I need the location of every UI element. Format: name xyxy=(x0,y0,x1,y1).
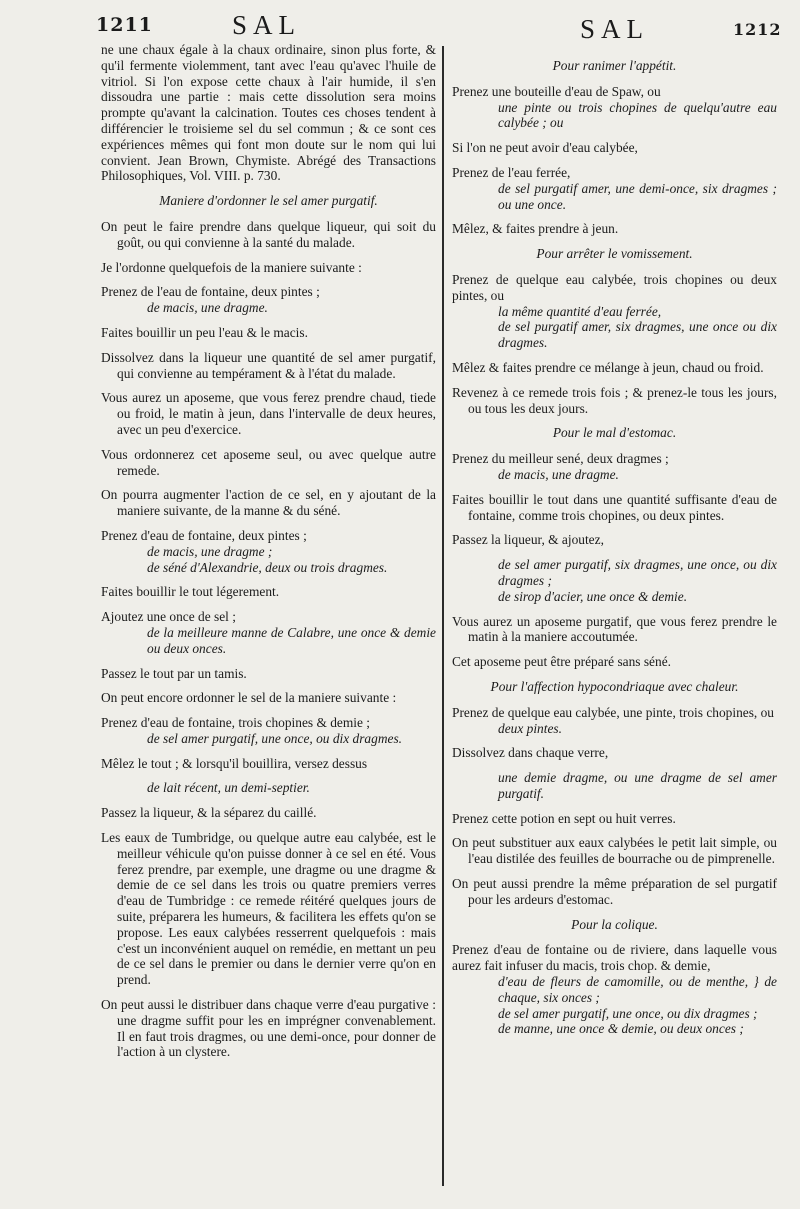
section-heading: Pour ranimer l'appétit. xyxy=(552,58,677,73)
recipe-line: de la meilleure manne de Calabre, une once & demie ou deux onces. xyxy=(147,624,436,656)
recipe-line: deux pintes. xyxy=(498,720,562,736)
column-divider xyxy=(442,46,444,1186)
paragraph: On peut aussi prendre la même préparation de sel purgatif pour les ardeurs d'estomac. xyxy=(452,876,777,907)
recipe-line: de macis, une dragme ; xyxy=(147,543,273,559)
paragraph: Dissolvez dans la liqueur une quantité de sel amer purgatif, qui convienne au tempérament & à l'état du malade. xyxy=(101,349,436,381)
recipe-line: de sirop d'acier, une once & demie. xyxy=(498,588,688,604)
recipe-line: Prenez de quelque eau calybée, trois chopines ou deux pintes, ou xyxy=(452,271,777,303)
recipe-line: Prenez d'eau de fontaine ou de riviere, dans laquelle vous aurez fait infuser du macis, trois chop. & demie, xyxy=(452,942,777,974)
paragraph: Faites bouillir le tout légerement. xyxy=(101,584,280,600)
paragraph: Je l'ordonne quelquefois de la maniere suivante : xyxy=(101,259,362,275)
paragraph: Faites bouillir le tout dans une quantité suffisante d'eau de fontaine, comme trois chopines, ou deux pintes. xyxy=(452,491,777,523)
paragraph: On pourra augmenter l'action de ce sel, en y ajoutant de la maniere suivante, de la manne & du séné. xyxy=(101,487,436,519)
paragraph: Si l'on ne peut avoir d'eau calybée, xyxy=(452,140,638,156)
recipe-line: la même quantité d'eau ferrée, xyxy=(498,303,662,319)
paragraph: Vous ordonnerez cet aposeme seul, ou avec quelque autre remede. xyxy=(101,446,436,478)
paragraph: Passez la liqueur, & la séparez du caillé. xyxy=(101,805,317,821)
recipe-line: de lait récent, un demi-septier. xyxy=(147,780,310,796)
left-page-number: 1211 xyxy=(96,14,153,36)
section-heading: Pour la colique. xyxy=(571,916,658,932)
left-running-head: SAL xyxy=(232,10,302,40)
paragraph: Passez le tout par un tamis. xyxy=(101,665,247,681)
left-column xyxy=(101,42,436,1069)
paragraph: Faites bouillir un peu l'eau & le macis. xyxy=(101,324,308,340)
paragraph: Revenez à ce remede trois fois ; & prenez-le tous les jours, ou tous les deux jours. xyxy=(452,384,777,416)
paragraph: Vous aurez un aposeme, que vous ferez prendre chaud, tiede ou froid, le matin à jeun, dans l'intervalle de deux heures, avec un peu d'exercice. xyxy=(101,390,436,437)
recipe-line: Ajoutez une once de sel ; xyxy=(101,609,236,625)
recipe-line: Prenez d'eau de fontaine, trois chopines & demie ; xyxy=(101,715,371,731)
recipe-line: Prenez d'eau de fontaine, deux pintes ; xyxy=(101,527,307,543)
section-heading: Pour le mal d'estomac. xyxy=(552,425,677,441)
right-running-head: SAL xyxy=(580,14,650,44)
recipe-line: de manne, une once & demie, ou deux onces ; xyxy=(498,1021,744,1037)
paragraph: Passez la liqueur, & ajoutez, xyxy=(452,532,604,548)
recipe-line: de sel amer purgatif, six dragmes, une once, ou dix dragmes ; xyxy=(498,557,777,588)
recipe-line: de macis, une dragme. xyxy=(147,300,268,316)
recipe-line: Prenez de quelque eau calybée, une pinte, trois chopines, ou xyxy=(452,704,775,720)
recipe-line: de sel amer purgatif, une once, ou dix dragmes ; xyxy=(498,1005,758,1021)
recipe-line: d'eau de fleurs de camomille, ou de menthe, } de chaque, six onces ; xyxy=(498,974,777,1005)
paragraph: On peut substituer aux eaux calybées le petit lait simple, ou l'eau distilée des feuilles de bourrache ou de pimprenelle. xyxy=(452,835,777,867)
section-heading: Pour arrêter le vomissement. xyxy=(536,246,693,262)
section-heading: Maniere d'ordonner le sel amer purgatif. xyxy=(159,193,378,209)
paragraph: On peut aussi le distribuer dans chaque verre d'eau purgative : une dragme suffit pour les en imprégner convenablement. Il en faut trois dragmes, ou une demi-once, pour donner de l'action à un clystere. xyxy=(101,997,436,1060)
paragraph: Mêlez & faites prendre ce mélange à jeun, chaud ou froid. xyxy=(452,359,764,375)
recipe-line: de sel purgatif amer, six dragmes, une once ou dix dragmes. xyxy=(498,319,777,351)
paragraph: On peut encore ordonner le sel de la maniere suivante : xyxy=(101,690,397,706)
recipe-line: une pinte ou trois chopines de quelqu'autre eau calybée ; ou xyxy=(498,99,777,131)
recipe-line: de macis, une dragme. xyxy=(498,466,619,482)
paragraph: Les eaux de Tumbridge, ou quelque autre eau calybée, est le meilleur véhicule qu'on puisse donner à ce sel en été. Vous ferez prendre, par exemple, une dragme ou une dragme & demie de ce sel dans les trois ou quatre premiers verres d'eau de Tumbridge : ce remede réitéré quelques jours de suite, préparera les humeurs, & facilitera les effets qu'on se propose. Les eaux calybées resserrent quelquefois : mais c'est un inconvénient auquel on remédie, en mettant un peu de ce sel dans le premier ou dans le dernier verre qu'on en prend. xyxy=(101,830,436,988)
paragraph: Dissolvez dans chaque verre, xyxy=(452,745,609,761)
recipe-line: de séné d'Alexandrie, deux ou trois dragmes. xyxy=(147,559,388,575)
paragraph: ne une chaux égale à la chaux ordinaire, sinon plus forte, & qu'il fermente violemment, tant avec l'eau qu'avec l'huile de vitriol. Si l'on expose cette chaux à l'air humide, il s'en dissoudra une partie : mais cette dissolution sera moins prompte qu'avant la calcination. Toutes ces choses tendent à différencier le troisieme sel du sel commun ; & ce sont ces expériences mêmes qui font mon doute sur le nom qui lui convient. Jean Brown, Chymiste. Abrégé des Transactions Philosophiques, Vol. VIII. p. 730. xyxy=(101,42,436,184)
recipe-line: Prenez de l'eau ferrée, xyxy=(452,164,571,180)
right-column xyxy=(452,58,777,1046)
paragraph: Prenez cette potion en sept ou huit verres. xyxy=(452,810,676,826)
paragraph: Vous aurez un aposeme purgatif, que vous ferez prendre le matin à la maniere accoutumée. xyxy=(452,613,777,645)
recipe-line: une demie dragme, ou une dragme de sel amer purgatif. xyxy=(498,770,777,801)
recipe-line: Prenez une bouteille d'eau de Spaw, ou xyxy=(452,83,661,99)
recipe-line: Prenez de l'eau de fontaine, deux pintes ; xyxy=(101,284,320,300)
paragraph: Mêlez le tout ; & lorsqu'il bouillira, versez dessus xyxy=(101,755,368,771)
right-page-number: 1212 xyxy=(733,20,782,39)
paragraph: Mêlez, & faites prendre à jeun. xyxy=(452,221,619,237)
recipe-line: Prenez du meilleur sené, deux dragmes ; xyxy=(452,451,669,467)
section-heading: Pour l'affection hypocondriaque avec chaleur. xyxy=(490,678,739,694)
recipe-line: de sel purgatif amer, une demi-once, six dragmes ; ou une once. xyxy=(498,180,777,212)
recipe-line: de sel amer purgatif, une once, ou dix dragmes. xyxy=(147,730,402,746)
paragraph: Cet aposeme peut être préparé sans séné. xyxy=(452,654,671,670)
paragraph: On peut le faire prendre dans quelque liqueur, qui soit du goût, ou qui convienne à la santé du malade. xyxy=(101,218,436,250)
